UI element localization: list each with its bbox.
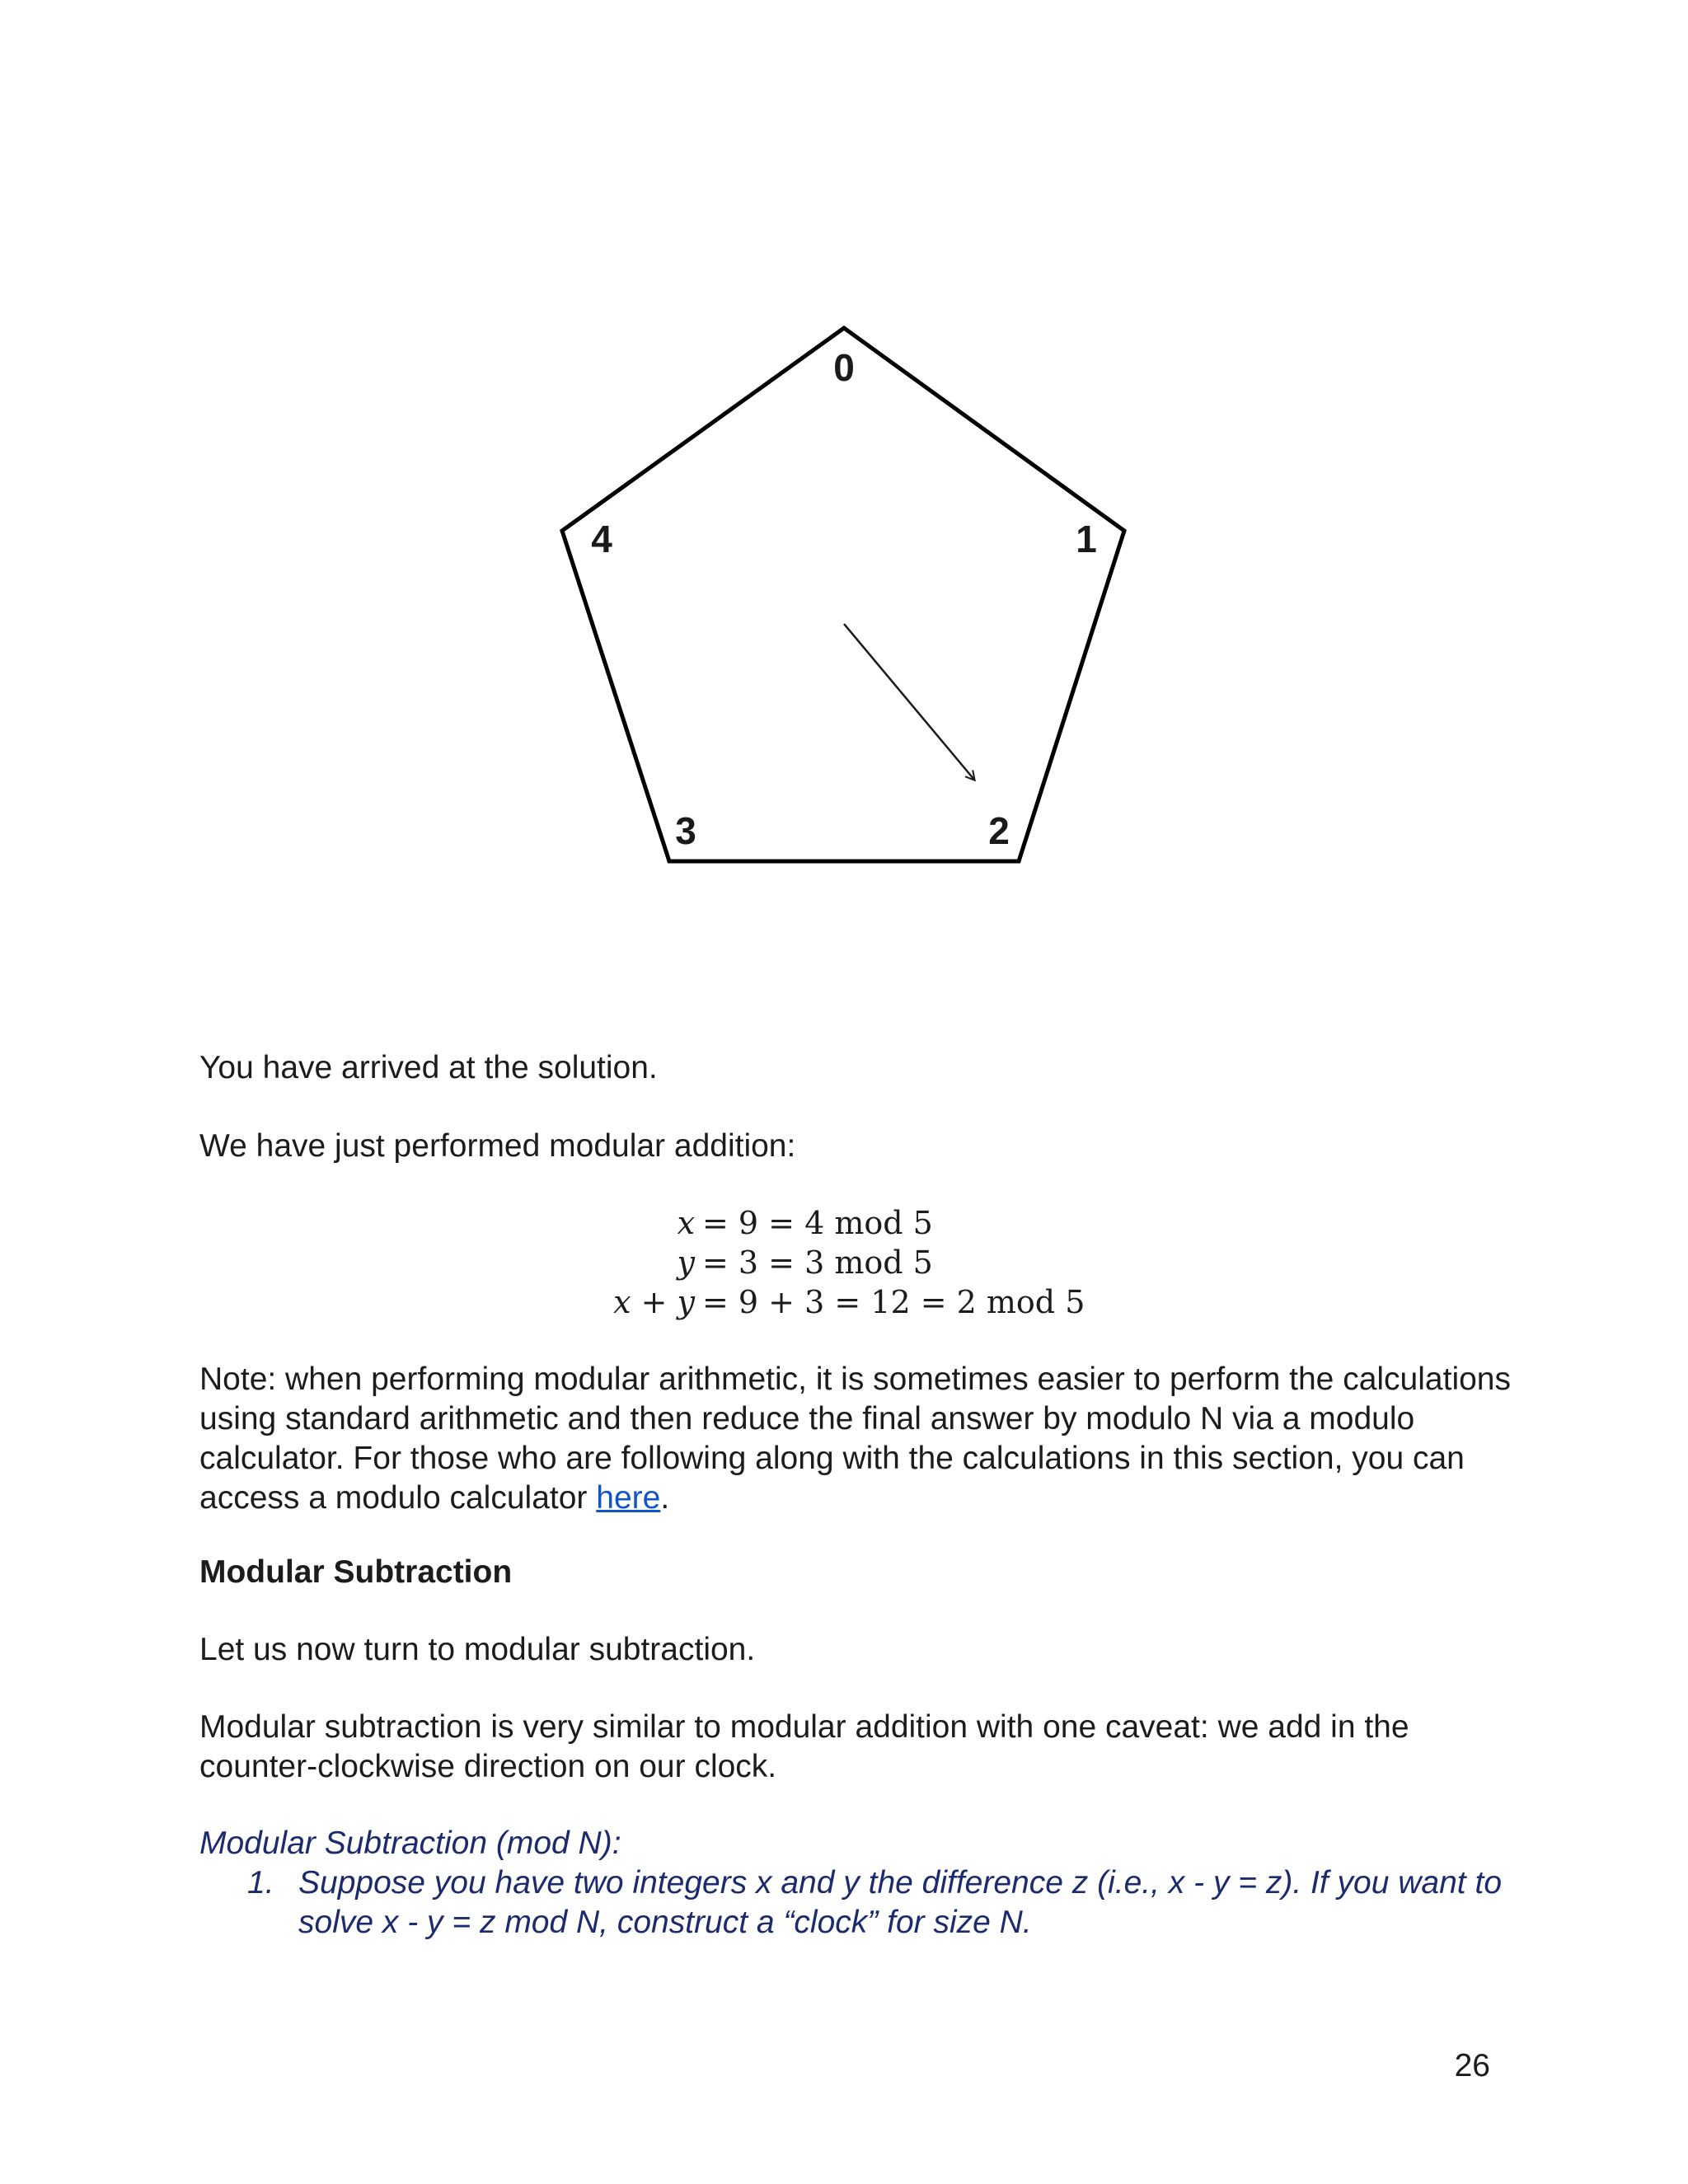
note-paragraph: [199, 1360, 1518, 1518]
subtraction-intro-paragraph: Let us now turn to modular subtraction.: [199, 1632, 756, 1667]
solution-paragraph: You have arrived at the solution.: [199, 1050, 658, 1085]
vertex-label-4: 4: [591, 518, 612, 560]
note-end-punctuation: .: [660, 1480, 670, 1516]
vertex-label-0: 0: [833, 346, 855, 389]
vertex-label-3: 3: [675, 809, 696, 852]
section-heading: Modular Subtraction: [199, 1554, 513, 1590]
subtraction-caveat-paragraph: Modular subtraction is very similar to modular addition with one caveat: we add in the counter-clockwise direction on our clock.: [199, 1709, 1409, 1784]
clock-hand-arrow: [844, 624, 974, 780]
rule-title: Modular Subtraction (mod N):: [199, 1825, 621, 1861]
note-text: Note: when performing modular arithmetic, it is sometimes easier to perform the calculations using standard arithmetic and then reduce the final answer by modulo N via a modulo calculator. For those who are following along with the calculations in this section, you can access a modulo calculator: [199, 1361, 1511, 1516]
list-item-number: 1.: [247, 1865, 274, 1900]
modular-addition-equations: [0, 1203, 1688, 1322]
equation-lhs: x + y: [613, 1284, 695, 1320]
equation-rhs: = 9 + 3 = 12 = 2 mod 5: [702, 1284, 1085, 1320]
vertex-label-2: 2: [988, 809, 1010, 852]
list-item: Suppose you have two integers x and y the difference z (i.e., x - y = z). If you want to solve x - y = z mod N, construct a “clock” for size N.: [298, 1865, 1503, 1940]
clock-pentagon-diagram: [0, 0, 1688, 907]
modulo-calculator-link[interactable]: here: [596, 1480, 661, 1516]
page-number: 26: [1454, 2048, 1490, 2083]
equation-row: [0, 1243, 1688, 1282]
vertex-label-1: 1: [1076, 518, 1097, 560]
equation-lhs: x: [677, 1205, 695, 1241]
equation-lhs: y: [677, 1244, 695, 1281]
equation-rhs: = 3 = 3 mod 5: [702, 1244, 933, 1281]
modular-addition-intro: We have just performed modular addition:: [199, 1128, 796, 1164]
equation-rhs: = 9 = 4 mod 5: [702, 1205, 933, 1241]
pentagon-clock-face: [562, 328, 1124, 861]
equation-row: [0, 1282, 1688, 1322]
equation-row: [0, 1203, 1688, 1243]
